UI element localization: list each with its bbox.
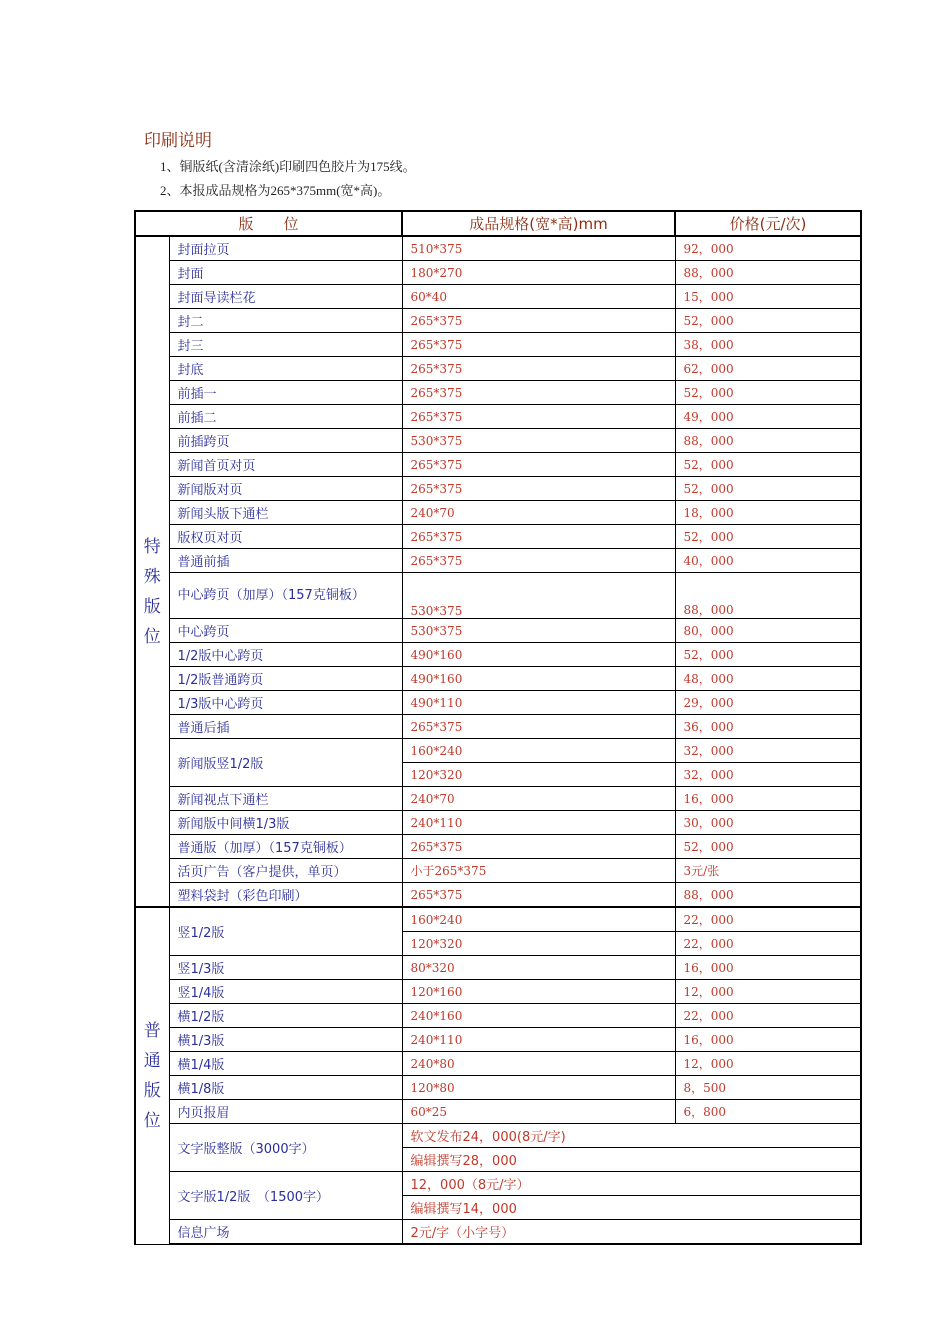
size-cell: 265*375: [402, 883, 675, 908]
table-row: [135, 573, 861, 619]
note-line: 1、铜版纸(含清涂纸)印刷四色胶片为175线。: [160, 159, 416, 174]
table-row: [135, 1028, 861, 1052]
size-cell: 240*160: [402, 1004, 675, 1028]
price-cell: 92，000: [675, 236, 861, 261]
note-cell: 2元/字（小字号）: [402, 1220, 861, 1245]
position-cell: 横1/3版: [169, 1028, 402, 1052]
price-cell: 88，000: [675, 573, 861, 619]
price-table: [134, 210, 862, 1245]
table-row: [135, 549, 861, 573]
size-cell: 265*375: [402, 309, 675, 333]
position-cell: 封三: [169, 333, 402, 357]
page-title: 印刷说明: [144, 131, 212, 151]
position-cell: 横1/4版: [169, 1052, 402, 1076]
position-cell: 文字版1/2版 （1500字）: [169, 1172, 402, 1220]
size-cell: 490*160: [402, 643, 675, 667]
header-size: 成品规格(宽*高)mm: [402, 211, 675, 236]
table-row: [135, 477, 861, 501]
position-cell: 封二: [169, 309, 402, 333]
table-row: [135, 429, 861, 453]
table-row: [135, 357, 861, 381]
position-cell: 新闻视点下通栏: [169, 787, 402, 811]
price-cell: 16，000: [675, 1028, 861, 1052]
table-row: [135, 333, 861, 357]
table-row: [135, 285, 861, 309]
price-cell: 62，000: [675, 357, 861, 381]
price-cell: 52，000: [675, 643, 861, 667]
price-cell: 30，000: [675, 811, 861, 835]
table-row: [135, 691, 861, 715]
group-label: 特 殊 版 位: [135, 236, 169, 907]
price-cell: 16，000: [675, 956, 861, 980]
table-row: [135, 453, 861, 477]
position-cell: 1/3版中心跨页: [169, 691, 402, 715]
price-cell: 15，000: [675, 285, 861, 309]
position-cell: 横1/2版: [169, 1004, 402, 1028]
position-cell: 横1/8版: [169, 1076, 402, 1100]
table-row: [135, 1052, 861, 1076]
price-cell: 52，000: [675, 525, 861, 549]
price-cell: 80，000: [675, 619, 861, 643]
price-cell: 29，000: [675, 691, 861, 715]
size-cell: 265*375: [402, 835, 675, 859]
table-row: [135, 715, 861, 739]
price-cell: 8，500: [675, 1076, 861, 1100]
price-cell: 38，000: [675, 333, 861, 357]
price-cell: 36，000: [675, 715, 861, 739]
size-cell: 80*320: [402, 956, 675, 980]
size-cell: 小于265*375: [402, 859, 675, 883]
size-cell: 265*375: [402, 357, 675, 381]
position-cell: 新闻头版下通栏: [169, 501, 402, 525]
size-cell: 265*375: [402, 453, 675, 477]
size-cell: 265*375: [402, 525, 675, 549]
price-cell: 6，800: [675, 1100, 861, 1124]
size-cell: 180*270: [402, 261, 675, 285]
price-cell: 12，000: [675, 980, 861, 1004]
table-row: [135, 739, 861, 763]
size-cell: 160*240: [402, 907, 675, 932]
position-cell: 前插一: [169, 381, 402, 405]
position-cell: 中心跨页（加厚）（157克铜板）: [169, 573, 402, 619]
size-cell: 510*375: [402, 236, 675, 261]
position-cell: 文字版整版（3000字）: [169, 1124, 402, 1172]
price-cell: 22，000: [675, 932, 861, 956]
size-cell: 60*25: [402, 1100, 675, 1124]
position-cell: 新闻版中间横1/3版: [169, 811, 402, 835]
table-row: [135, 525, 861, 549]
position-cell: 活页广告（客户提供，单页）: [169, 859, 402, 883]
table-row: [135, 1076, 861, 1100]
position-cell: 中心跨页: [169, 619, 402, 643]
size-cell: 60*40: [402, 285, 675, 309]
table-row: [135, 1172, 861, 1196]
price-cell: 52，000: [675, 453, 861, 477]
position-cell: 新闻版竖1/2版: [169, 739, 402, 787]
table-row: [135, 835, 861, 859]
position-cell: 竖1/2版: [169, 907, 402, 956]
position-cell: 塑料袋封（彩色印刷）: [169, 883, 402, 908]
table-row: [135, 956, 861, 980]
price-cell: 3元/张: [675, 859, 861, 883]
position-cell: 版权页对页: [169, 525, 402, 549]
position-cell: 1/2版中心跨页: [169, 643, 402, 667]
price-cell: 48，000: [675, 667, 861, 691]
table-row: [135, 787, 861, 811]
size-cell: 530*375: [402, 429, 675, 453]
price-cell: 12，000: [675, 1052, 861, 1076]
size-cell: 120*320: [402, 932, 675, 956]
table-row: [135, 643, 861, 667]
table-row: [135, 1220, 861, 1245]
table-row: [135, 309, 861, 333]
note-cell: 12，000（8元/字）: [402, 1172, 861, 1196]
table-row: [135, 1004, 861, 1028]
price-cell: 16，000: [675, 787, 861, 811]
header-position: 版 位: [135, 211, 402, 236]
position-cell: 封面: [169, 261, 402, 285]
price-cell: 52，000: [675, 835, 861, 859]
position-cell: 封面导读栏花: [169, 285, 402, 309]
size-cell: 240*80: [402, 1052, 675, 1076]
table-row: [135, 859, 861, 883]
size-cell: 265*375: [402, 333, 675, 357]
position-cell: 竖1/3版: [169, 956, 402, 980]
position-cell: 普通版（加厚）（157克铜板）: [169, 835, 402, 859]
position-cell: 新闻首页对页: [169, 453, 402, 477]
position-cell: 新闻版对页: [169, 477, 402, 501]
table-row: [135, 501, 861, 525]
size-cell: 240*110: [402, 811, 675, 835]
size-cell: 240*70: [402, 787, 675, 811]
position-cell: 封底: [169, 357, 402, 381]
table-row: [135, 667, 861, 691]
size-cell: 490*160: [402, 667, 675, 691]
price-cell: 49，000: [675, 405, 861, 429]
size-cell: 265*375: [402, 549, 675, 573]
table-row: [135, 236, 861, 261]
size-cell: 265*375: [402, 715, 675, 739]
position-cell: 普通后插: [169, 715, 402, 739]
group-label: 普 通 版 位: [135, 907, 169, 1244]
table-row: [135, 1100, 861, 1124]
size-cell: 120*320: [402, 763, 675, 787]
table-row: [135, 811, 861, 835]
size-cell: 120*160: [402, 980, 675, 1004]
size-cell: 240*110: [402, 1028, 675, 1052]
table-row: [135, 405, 861, 429]
position-cell: 封面拉页: [169, 236, 402, 261]
price-table-body: [135, 211, 861, 1244]
position-cell: 信息广场: [169, 1220, 402, 1245]
header-price: 价格(元/次): [675, 211, 861, 236]
price-cell: 40，000: [675, 549, 861, 573]
price-cell: 52，000: [675, 477, 861, 501]
size-cell: 160*240: [402, 739, 675, 763]
position-cell: 竖1/4版: [169, 980, 402, 1004]
table-row: [135, 980, 861, 1004]
size-cell: 530*375: [402, 573, 675, 619]
size-cell: 530*375: [402, 619, 675, 643]
price-cell: 22，000: [675, 907, 861, 932]
size-cell: 265*375: [402, 477, 675, 501]
price-cell: 52，000: [675, 381, 861, 405]
table-row: [135, 883, 861, 908]
note-cell: 软文发布24，000(8元/字): [402, 1124, 861, 1148]
price-cell: 32，000: [675, 739, 861, 763]
size-cell: 265*375: [402, 381, 675, 405]
note-line: 2、本报成品规格为265*375mm(宽*高)。: [160, 183, 391, 198]
price-cell: 88，000: [675, 429, 861, 453]
size-cell: 120*80: [402, 1076, 675, 1100]
price-cell: 88，000: [675, 261, 861, 285]
table-row: [135, 1124, 861, 1148]
table-row: [135, 261, 861, 285]
price-cell: 32，000: [675, 763, 861, 787]
note-cell: 编辑撰写28，000: [402, 1148, 861, 1172]
price-cell: 18，000: [675, 501, 861, 525]
table-row: [135, 381, 861, 405]
price-cell: 52，000: [675, 309, 861, 333]
size-cell: 265*375: [402, 405, 675, 429]
position-cell: 前插跨页: [169, 429, 402, 453]
size-cell: 490*110: [402, 691, 675, 715]
table-header-row: [135, 211, 861, 236]
position-cell: 普通前插: [169, 549, 402, 573]
note-cell: 编辑撰写14，000: [402, 1196, 861, 1220]
table-row: [135, 907, 861, 932]
price-cell: 88，000: [675, 883, 861, 908]
position-cell: 内页报眉: [169, 1100, 402, 1124]
position-cell: 前插二: [169, 405, 402, 429]
price-cell: 22，000: [675, 1004, 861, 1028]
position-cell: 1/2版普通跨页: [169, 667, 402, 691]
table-row: [135, 619, 861, 643]
size-cell: 240*70: [402, 501, 675, 525]
